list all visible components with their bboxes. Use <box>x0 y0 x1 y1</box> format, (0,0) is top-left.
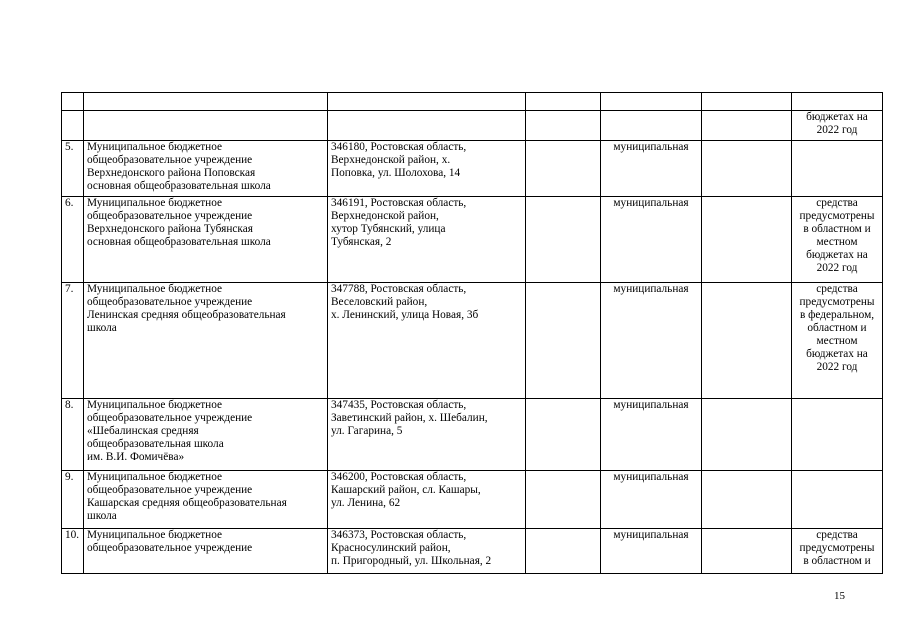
funding-line: средства <box>816 529 858 541</box>
institution-name-line: школа <box>87 510 117 522</box>
address-cell <box>328 471 526 529</box>
institution-name-line: Верхнедонского района Поповская <box>87 167 256 179</box>
address-line: 347788, Ростовская область, <box>331 283 467 295</box>
address-line: Веселовский район, <box>331 296 428 308</box>
address-line: ул. Гагарина, 5 <box>331 425 403 437</box>
table-row <box>62 197 883 283</box>
address-line: 347435, Ростовская область, <box>331 399 467 411</box>
institution-name-line: Муниципальное бюджетное <box>87 529 223 541</box>
funding-line: местном <box>816 236 858 248</box>
address-line: 346373, Ростовская область, <box>331 529 467 541</box>
address-line: 346191, Ростовская область, <box>331 197 467 209</box>
address-line: Верхнедонской район, <box>331 210 439 222</box>
funding-line: 2022 год <box>816 262 858 274</box>
row-number: 6. <box>65 197 74 209</box>
row-number-cell <box>62 529 84 574</box>
funding-cell <box>792 471 883 529</box>
ownership-form: муниципальная <box>613 529 689 541</box>
empty-cell <box>526 471 601 529</box>
funding-line: областном и <box>807 322 867 334</box>
ownership-cell <box>601 529 702 574</box>
header-blank-row <box>62 93 883 111</box>
funding-cell <box>792 141 883 197</box>
funding-line: средства <box>816 283 858 295</box>
institutions-table <box>61 92 883 574</box>
empty-cell <box>526 529 601 574</box>
institution-name-line: Кашарская средняя общеобразовательная <box>87 497 287 509</box>
ownership-cell <box>601 471 702 529</box>
funding-line: средства <box>816 197 858 209</box>
funding-line: 2022 год <box>816 124 858 136</box>
ownership-form: муниципальная <box>613 471 689 483</box>
institution-name-cell <box>84 471 328 529</box>
row-number-cell <box>62 141 84 197</box>
institution-name-line: общеобразовательное учреждение <box>87 210 253 222</box>
institution-name-line: Муниципальное бюджетное <box>87 399 223 411</box>
funding-line: 2022 год <box>816 361 858 373</box>
funding-line: предусмотрены <box>799 542 875 554</box>
row-number: 7. <box>65 283 74 295</box>
institution-name-cell <box>84 283 328 399</box>
row-number-cell <box>62 283 84 399</box>
page-number: 15 <box>834 590 845 602</box>
ownership-form: муниципальная <box>613 141 689 153</box>
funding-cell <box>792 399 883 471</box>
empty-cell <box>702 197 792 283</box>
funding-line: бюджетах на <box>806 348 868 360</box>
institution-name-line: «Шебалинская средняя <box>87 425 199 437</box>
row-number: 5. <box>65 141 74 153</box>
empty-cell <box>526 283 601 399</box>
table-row <box>62 399 883 471</box>
empty-cell <box>526 141 601 197</box>
funding-line: в областном и <box>803 223 871 235</box>
ownership-cell <box>601 283 702 399</box>
funding-line: предусмотрены <box>799 210 875 222</box>
institution-name-line: общеобразовательная школа <box>87 438 224 450</box>
address-line: 346180, Ростовская область, <box>331 141 467 153</box>
institution-name-line: общеобразовательное учреждение <box>87 296 253 308</box>
funding-line: в областном и <box>803 555 871 567</box>
table-row <box>62 471 883 529</box>
address-line: Заветинский район, х. Шебалин, <box>331 412 488 424</box>
funding-cell <box>792 529 883 574</box>
address-cell <box>328 399 526 471</box>
address-line: 346200, Ростовская область, <box>331 471 467 483</box>
ownership-cell <box>601 399 702 471</box>
address-cell <box>328 529 526 574</box>
address-line: п. Пригородный, ул. Школьная, 2 <box>331 555 492 567</box>
institution-name-line: Верхнедонского района Тубянская <box>87 223 253 235</box>
ownership-form: муниципальная <box>613 197 689 209</box>
institution-name-line: школа <box>87 322 117 334</box>
institution-name-line: им. В.И. Фомичёва» <box>87 451 185 463</box>
institution-name-cell <box>84 399 328 471</box>
funding-line: бюджетах на <box>806 249 868 261</box>
funding-cell <box>792 197 883 283</box>
empty-cell <box>526 197 601 283</box>
institution-name-line: Муниципальное бюджетное <box>87 471 223 483</box>
institution-name-line: основная общеобразовательная школа <box>87 236 271 248</box>
address-line: Кашарский район, сл. Кашары, <box>331 484 481 496</box>
institution-name-line: основная общеобразовательная школа <box>87 180 271 192</box>
address-line: ул. Ленина, 62 <box>331 497 401 509</box>
funding-line: в федеральном, <box>799 309 875 321</box>
address-cell <box>328 283 526 399</box>
funding-line: предусмотрены <box>799 296 875 308</box>
table-row <box>62 283 883 399</box>
address-line: Верхнедонской район, х. <box>331 154 451 166</box>
address-line: хутор Тубянский, улица <box>331 223 446 235</box>
funding-line: местном <box>816 335 858 347</box>
table-row <box>62 141 883 197</box>
row-number-cell <box>62 197 84 283</box>
address-line: Тубянская, 2 <box>331 236 392 248</box>
institution-name-line: Муниципальное бюджетное <box>87 283 223 295</box>
institution-name-line: Ленинская средняя общеобразовательная <box>87 309 286 321</box>
address-cell <box>328 141 526 197</box>
ownership-form: муниципальная <box>613 283 689 295</box>
funding-cell <box>792 111 883 141</box>
address-line: х. Ленинский, улица Новая, 3б <box>331 309 479 321</box>
ownership-form: муниципальная <box>613 399 689 411</box>
empty-cell <box>526 399 601 471</box>
funding-cell <box>792 283 883 399</box>
row-number: 8. <box>65 399 74 411</box>
empty-cell <box>702 529 792 574</box>
empty-cell <box>702 399 792 471</box>
table-row <box>62 529 883 574</box>
address-line: Поповка, ул. Шолохова, 14 <box>331 167 461 179</box>
empty-cell <box>702 283 792 399</box>
address-cell <box>328 197 526 283</box>
row-number: 10. <box>65 529 80 541</box>
institution-name-line: общеобразовательное учреждение <box>87 412 253 424</box>
row-number-cell <box>62 399 84 471</box>
institution-name-line: общеобразовательное учреждение <box>87 542 253 554</box>
funding-line: бюджетах на <box>806 111 868 123</box>
row-number-cell <box>62 471 84 529</box>
row-number: 9. <box>65 471 74 483</box>
institution-name-line: Муниципальное бюджетное <box>87 141 223 153</box>
institution-name-line: Муниципальное бюджетное <box>87 197 223 209</box>
institution-name-cell <box>84 529 328 574</box>
ownership-cell <box>601 141 702 197</box>
empty-cell <box>702 471 792 529</box>
continuation-row <box>62 111 883 141</box>
institution-name-line: общеобразовательное учреждение <box>87 154 253 166</box>
address-line: Красносулинский район, <box>331 542 451 554</box>
institution-name-cell <box>84 197 328 283</box>
institution-name-line: общеобразовательное учреждение <box>87 484 253 496</box>
institution-name-cell <box>84 141 328 197</box>
ownership-cell <box>601 197 702 283</box>
empty-cell <box>702 141 792 197</box>
